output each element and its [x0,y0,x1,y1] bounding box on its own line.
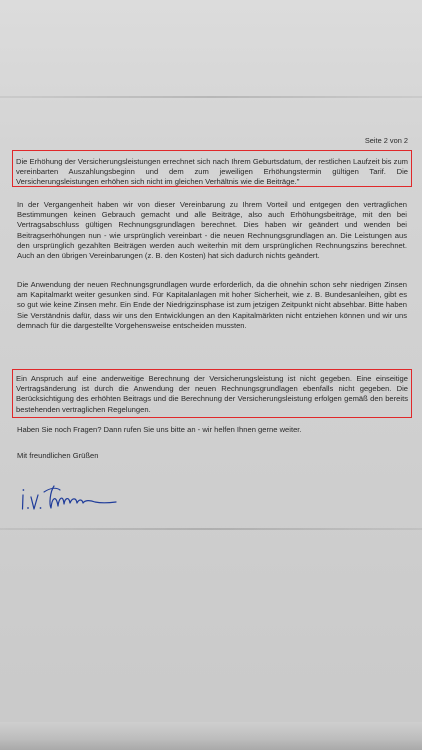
paragraph-1-text: Die Erhöhung der Versicherungsleistungen errechnet sich nach Ihrem Geburtsdatum, der restlichen Laufzeit bis zum vereinbarten Auszahlungsbeginn und dem zum jeweiligen Erhöhungstermin gültigen Tarif. Die Versicherungsleistungen erhöhen sich nicht im gleichen Verhältnis wie die Beiträge." [16,157,408,187]
paragraph-4-text: Ein Anspruch auf eine anderweitige Berechnung der Versicherungsleistung ist nicht gegeben. Eine einseitige Vertragsänderung ist durch die Anwendung der neuen Rechnungsgrundlagen ebenfalls nicht gegeben. Die Berücksichtigung des erhöhten Beitrags und die Berechnung der Versicherungsleistung erfolgen gemäß den bereits bestehenden vertraglichen Regelungen. [16,374,408,414]
paragraph-5-text: Haben Sie noch Fragen? Dann rufen Sie uns bitte an - wir helfen Ihnen gerne weiter. [17,425,302,434]
paper-fold [0,96,422,98]
paragraph-5 [17,425,407,435]
closing [17,451,407,461]
paragraph-3-text: Die Anwendung der neuen Rechnungsgrundlagen wurde erforderlich, da die ohnehin schon sehr niedrigen Zinsen am Kapitalmarkt weiter gesunken sind. Für Kapitalanlagen mit hoher Sicherheit, wie z. B. Bundesanleihen, gibt es so gut wie keine Zinsen mehr. Ein Ende der Niedrigzinsphase ist zum jetzigen Zeitpunkt nicht absehbar. Bitte haben Sie Verständnis dafür, dass wir uns den Entwicklungen an den Kapitalmärkten nicht entziehen können und wir uns demnach für die dargestellte Vorgehensweise entscheiden mussten. [17,280,407,330]
paragraph-2-text: In der Vergangenheit haben wir von dieser Vereinbarung zu Ihrem Vorteil und entgegen den vertraglichen Bestimmungen keinen Gebrauch gemacht und alle Beiträge, also auch Erhöhungsbeiträge, mit den bei Vertragsabschluss gültigen Rechnungsgrundlagen berechnet. Dies haben wir geändert und wenden bei Beitragserhöhungen nun - wie ursprünglich vereinbart - die neuen Rechnungsgrundlagen an. Die Leistungen aus den ursprünglich gezahlten Beiträgen werden auch weiterhin mit dem ursprünglichen Rechnungszins berechnet. Auch an den übrigen Vereinbarungen (z. B. den Kosten) hat sich dadurch nichts geändert. [17,200,407,261]
paragraph-4 [16,374,408,415]
paragraph-1 [16,157,408,188]
paper-bottom-edge [0,722,422,750]
signature [20,484,140,524]
paragraph-3 [17,280,407,331]
paper-fold [0,528,422,530]
page-number: Seite 2 von 2 [364,136,408,145]
paragraph-2 [17,200,407,261]
closing-text: Mit freundlichen Grüßen [17,451,99,460]
